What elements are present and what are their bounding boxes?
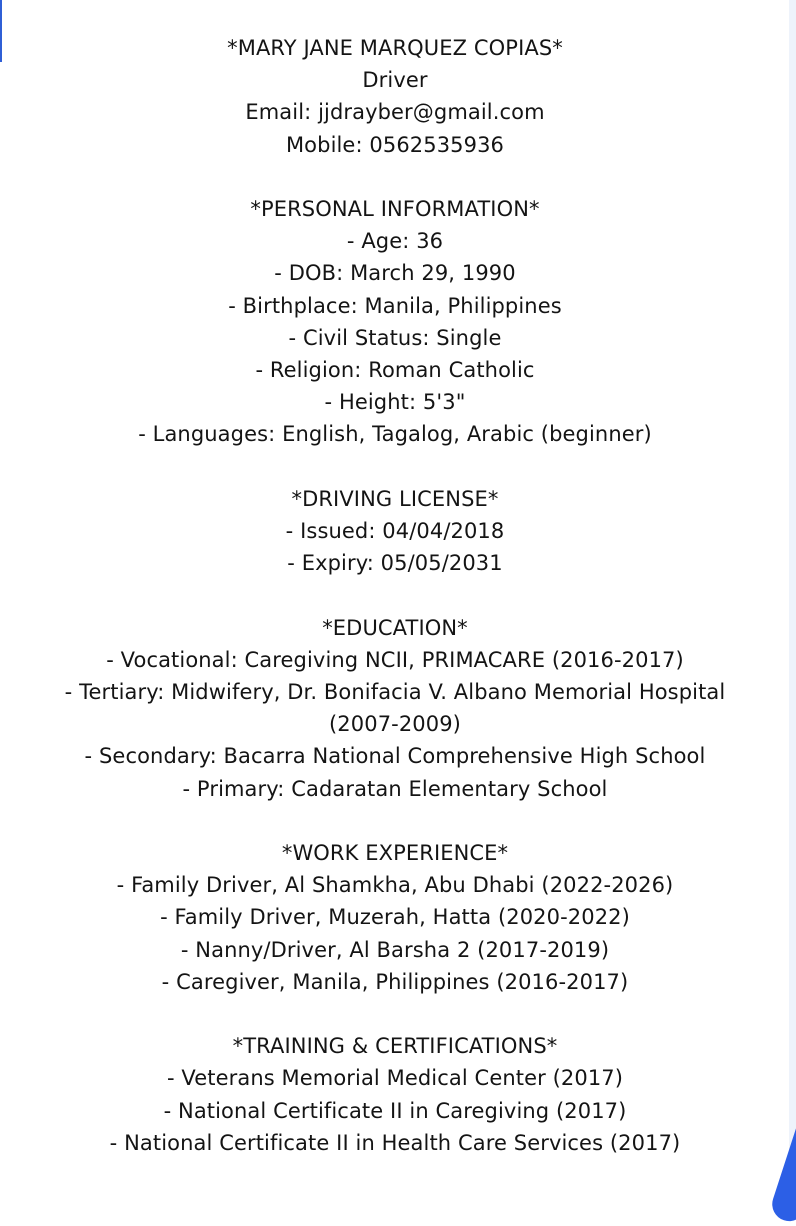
header-section — [0, 32, 790, 161]
personal-information-section — [0, 193, 790, 451]
training-section — [0, 1030, 790, 1159]
education-item-tertiary: - Tertiary: Midwifery, Dr. Bonifacia V. Albano Memorial Hospital (2007-2009) — [64, 680, 726, 737]
personal-item-religion: - Religion: Roman Catholic — [255, 358, 535, 383]
right-edge-shadow — [789, 0, 796, 1193]
section-spacer — [0, 451, 790, 483]
license-item-issued: - Issued: 04/04/2018 — [285, 519, 505, 544]
section-heading-training: *TRAINING & CERTIFICATIONS* — [232, 1034, 558, 1059]
applicant-position: Driver — [362, 68, 428, 93]
personal-item-dob: - DOB: March 29, 1990 — [274, 261, 516, 286]
section-spacer — [0, 161, 790, 193]
experience-item: - Nanny/Driver, Al Barsha 2 (2017-2019) — [180, 937, 610, 962]
training-item: - National Certificate II in Health Care Services (2017) — [109, 1130, 681, 1155]
education-item-primary: - Primary: Cadaratan Elementary School — [182, 776, 608, 801]
resume-document — [0, 32, 790, 1159]
education-section — [0, 612, 790, 805]
email-line: Email: jjdrayber@gmail.com — [245, 100, 545, 125]
applicant-name: *MARY JANE MARQUEZ COPIAS* — [227, 36, 563, 60]
personal-item-civil-status: - Civil Status: Single — [288, 325, 502, 350]
personal-item-languages: - Languages: English, Tagalog, Arabic (beginner) — [138, 422, 652, 447]
experience-item: - Family Driver, Muzerah, Hatta (2020-2022) — [160, 905, 630, 930]
experience-item: - Family Driver, Al Shamkha, Abu Dhabi (2022-2026) — [116, 873, 674, 898]
personal-item-age: - Age: 36 — [346, 229, 444, 254]
section-spacer — [0, 998, 790, 1030]
section-heading-education: *EDUCATION* — [322, 615, 468, 640]
work-experience-section — [0, 837, 790, 998]
mobile-line: Mobile: 0562535936 — [285, 132, 505, 157]
section-spacer — [0, 805, 790, 837]
license-item-expiry: - Expiry: 05/05/2031 — [287, 551, 503, 576]
education-item-vocational: - Vocational: Caregiving NCII, PRIMACARE (2016-2017) — [106, 647, 684, 672]
driving-license-section — [0, 483, 790, 580]
experience-item: - Caregiver, Manila, Philippines (2016-2017) — [161, 969, 629, 994]
section-heading-personal: *PERSONAL INFORMATION* — [250, 197, 540, 221]
section-heading-experience: *WORK EXPERIENCE* — [281, 841, 509, 866]
education-item-secondary: - Secondary: Bacarra National Comprehensive High School — [84, 744, 706, 769]
section-spacer — [0, 579, 790, 611]
personal-item-birthplace: - Birthplace: Manila, Philippines — [228, 293, 562, 318]
training-item: - Veterans Memorial Medical Center (2017) — [166, 1066, 624, 1091]
training-item: - National Certificate II in Caregiving (2017) — [163, 1098, 627, 1123]
personal-item-height: - Height: 5'3" — [324, 390, 466, 415]
section-heading-license: *DRIVING LICENSE* — [291, 486, 499, 511]
